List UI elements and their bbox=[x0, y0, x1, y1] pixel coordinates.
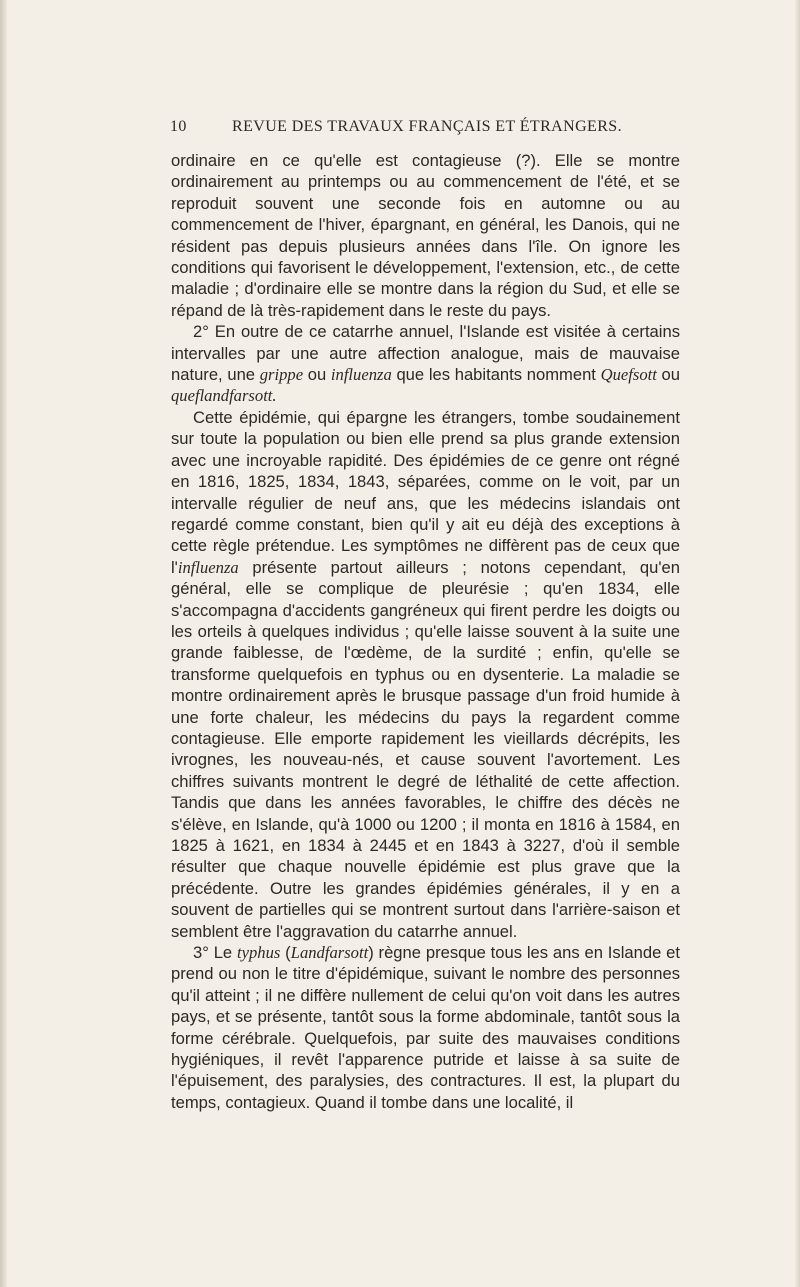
page-binding-shadow bbox=[0, 0, 7, 1287]
paragraph-typhus: 3° Le typhus (Landfarsott) règne presque tous les ans en Islande et prend ou non le titre d'épidémique, suivant le nombre des personnes qu'il atteint ; il ne diffère nullement de celui qu'on voit dans les autres pays, et se présente, tantôt sous la forme abdominale, tantôt sous la forme cérébrale. Quelquefois, par suite des mauvaises conditions hygiéniques, il revêt l'apparence putride et laisse à sa suite de l'épuisement, des paralysies, des contractures. Il est, la plupart du temps, contagieux. Quand il tombe dans une localité, il bbox=[171, 943, 681, 1112]
paragraph-grippe: 2° En outre de ce catarrhe annuel, l'Islande est visitée à certains intervalles par une autre affection analogue, mais de mauvaise nature, une grippe ou influenza que les habitants nomment Quefsott ou queflandfarsott. bbox=[171, 322, 680, 406]
term-influenza: influenza bbox=[330, 365, 392, 385]
term-influenza-2: influenza bbox=[177, 557, 239, 577]
page-number: 10 bbox=[170, 118, 187, 135]
term-queflandfarsott: queflandfarsott. bbox=[171, 386, 277, 406]
running-header bbox=[170, 118, 628, 140]
body-text bbox=[171, 150, 680, 1113]
term-quefsott: Quefsott bbox=[600, 365, 657, 385]
page-edge-shadow bbox=[795, 0, 800, 1287]
term-landfarsott: Landfarsott bbox=[290, 943, 369, 963]
paragraph-continued: ordinaire en ce qu'elle est contagieuse (?). Elle se montre ordinairement au printemps ou au commencement de l'été, et se reproduit souvent une seconde fois en automne ou au commencement de l'hiver, épargnant, en général, les Danois, qui ne résident pas depuis plusieurs années dans l'île. On ignore les conditions qui favorisent le développement, l'extension, etc., de cette maladie ; d'ordinaire elle se montre dans la région du Sud, et elle se répand de là très-rapidement dans le reste du pays. bbox=[171, 151, 680, 320]
term-typhus: typhus bbox=[237, 943, 281, 963]
running-title: REVUE DES TRAVAUX FRANÇAIS ET ÉTRANGERS. bbox=[232, 118, 622, 135]
term-grippe: grippe bbox=[259, 365, 304, 385]
paragraph-epidemie: Cette épidémie, qui épargne les étrangers, tombe soudainement sur toute la population ou bien elle prend sa plus grande extension avec une incroyable rapidité. Des épidémies de ce genre ont régné en 1816, 1825, 1834, 1843, séparées, comme on le voit, par un intervalle régulier de neuf ans, que les médecins islandais ont regardé comme constant, bien qu'il y ait eu déjà des exceptions à cette règle prétendue. Les symptômes ne diffèrent pas de ceux que l'influenza présente partout ailleurs ; notons cependant, qu'en général, elle se complique de pleurésie ; qu'en 1834, elle s'accompagna d'accidents gangréneux qui firent perdre les doigts ou les orteils à quelques individus ; qu'elle laisse souvent à la suite une grande faiblesse, de l'œdème, de la surdité ; enfin, qu'elle se transforme quelquefois en typhus ou en dysenterie. La maladie se montre ordinairement après le brusque passage d'un froid humide à une forte chaleur, les médecins du pays la regardent comme contagieuse. Elle emporte rapidement les vieillards décrépits, les ivrognes, les nouveau-nés, et cause souvent l'avortement. Les chiffres suivants montrent le degré de léthalité de cette affection. Tandis que dans les années favorables, le chiffre des décès ne s'élève, en Islande, qu'à 1000 ou 1200 ; il monta en 1816 à 1584, en 1825 à 1621, en 1834 à 2445 et en 1843 à 3227, d'où il semble résulter que chaque nouvelle épidémie est plus grave que la précédente. Outre les grandes épidémies générales, il y en a souvent de partielles qui se montrent surtout dans l'arrière-saison et semblent être l'aggravation du catarrhe annuel. bbox=[171, 407, 680, 941]
